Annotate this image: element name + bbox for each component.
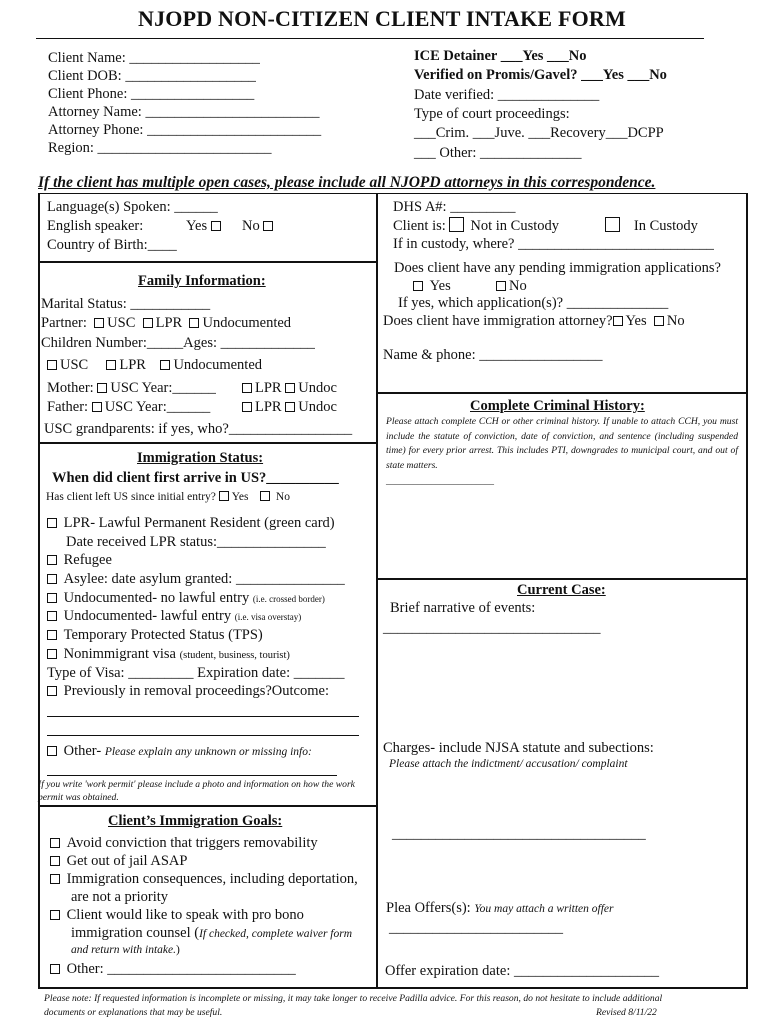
lpr-date-field[interactable]: Date received LPR status:_______________ [66,534,326,550]
charges-label: Charges- include NJSA statute and subections: [383,740,654,756]
in-custody-option[interactable]: In Custody [602,217,698,235]
immigration-status-heading: Immigration Status: [137,450,264,466]
undoc-border-checkbox[interactable] [47,593,57,603]
title-rule [36,38,704,39]
verified-promis-field[interactable]: Verified on Promis/Gavel? ___Yes ___No [414,67,667,83]
plea-offers-blank[interactable]: ________________________ [389,920,563,936]
removal-outcome-line-2[interactable] [47,735,359,736]
asylee-checkbox[interactable] [47,574,57,584]
client-name-field[interactable]: Client Name: __________________ [48,50,260,66]
tps-checkbox[interactable] [47,630,57,640]
pending-no-checkbox[interactable] [496,281,506,291]
mother-lpr-checkbox[interactable] [242,383,252,393]
pending-no-option[interactable]: No [496,277,527,295]
lpr-checkbox[interactable] [47,518,57,528]
goal-consequences-cont: are not a priority [71,889,169,905]
goal-1-checkbox[interactable] [50,838,60,848]
english-no-option[interactable]: No [242,217,276,235]
center-divider [376,193,378,989]
rule-criminal [376,578,747,580]
rule-pending [376,392,747,394]
pending-yes-option[interactable]: Yes [413,277,451,295]
mother-row[interactable]: Mother: USC Year:______ [47,380,216,396]
father-undoc-checkbox[interactable] [285,402,295,412]
name-phone-field[interactable]: Name & phone: _________________ [383,347,603,363]
goal-consequences[interactable]: Immigration consequences, including deportation, [50,870,358,888]
work-permit-note: If you write 'work permit' please include a photo and information on how the work permit was obtained. [38,779,355,803]
other-status-checkbox[interactable] [47,746,57,756]
ice-detainer-field[interactable]: ICE Detainer ___Yes ___No [414,48,587,64]
refugee-checkbox[interactable] [47,555,57,565]
family-heading: Family Information: [138,273,266,289]
children-field[interactable]: Children Number:_____Ages: _____________ [41,335,315,351]
not-custody-checkbox[interactable] [449,217,464,232]
attorney-yes-checkbox[interactable] [613,316,623,326]
left-us-yes-checkbox[interactable] [219,491,229,501]
removal-checkbox[interactable] [47,686,57,696]
current-case-heading: Current Case: [517,582,606,598]
region-field[interactable]: Region: ________________________ [48,140,272,156]
left-us-no-checkbox[interactable] [260,491,270,501]
status-tps-option[interactable]: Temporary Protected Status (TPS) [47,626,263,644]
status-nonimmigrant-option[interactable]: Nonimmigrant visa (student, business, tourist) [47,645,290,665]
narrative-label: Brief narrative of events: [390,600,536,616]
page-title: NJOPD NON-CITIZEN CLIENT INTAKE FORM [138,6,626,31]
partner-undoc-checkbox[interactable] [189,318,199,328]
partner-lpr-checkbox[interactable] [143,318,153,328]
goal-3-checkbox[interactable] [50,874,60,884]
goal-out-of-jail[interactable]: Get out of jail ASAP [50,852,187,870]
goals-heading: Client’s Immigration Goals: [108,813,283,829]
undoc-lawful-checkbox[interactable] [47,611,57,621]
languages-field[interactable]: Language(s) Spoken: ______ [47,199,218,215]
criminal-history-blank[interactable]: ________________________ [386,476,494,486]
father-usc-checkbox[interactable] [92,402,102,412]
client-phone-field[interactable]: Client Phone: _________________ [48,86,255,102]
removal-proceedings-option[interactable]: Previously in removal proceedings?Outcome: [47,682,329,700]
visa-type-field[interactable]: Type of Visa: _________ Expiration date: _______ [47,665,345,681]
criminal-history-heading: Complete Criminal History: [470,398,645,414]
court-proceedings-label: Type of court proceedings: [414,106,570,122]
narrative-blank[interactable]: ______________________________ [383,620,601,636]
father-status-row[interactable]: LPR Undoc [242,398,337,416]
plea-offers-row: Plea Offers(s): You may attach a written offer [386,900,614,916]
goal-2-checkbox[interactable] [50,856,60,866]
revised-date: Revised 8/11/22 [596,1007,657,1018]
first-arrival-field[interactable]: When did client first arrive in US?__________ [52,470,339,486]
goal-avoid-conviction[interactable]: Avoid conviction that triggers removability [50,834,318,852]
pending-yes-checkbox[interactable] [413,281,423,291]
mother-status-row[interactable]: LPR Undoc [242,379,337,397]
children-undoc-checkbox[interactable] [160,360,170,370]
rule-family [38,442,377,444]
court-other-field[interactable]: ___ Other: ______________ [414,145,582,161]
english-yes-checkbox[interactable] [211,221,221,231]
multiple-cases-banner: If the client has multiple open cases, please include all NJOPD attorneys in this correspondence. [38,174,656,191]
english-yes-option[interactable]: Yes [186,217,224,235]
country-birth-field[interactable]: Country of Birth:____ [47,237,177,253]
left-us-row[interactable]: Has client left US since initial entry? Yes No [46,491,290,503]
criminal-history-instructions: Please attach complete CCH or other criminal history. If unable to attach CCH, you must include the statute of conviction, date of conviction, and sentence (including suspended time) for every prior arrest. This includes PTI, downgrades to municipal court, and out of state matters. [386,416,738,471]
which-application-field[interactable]: If yes, which application(s)? ______________ [398,295,669,311]
status-other-option[interactable]: Other- Please explain any unknown or missing info: [47,742,312,761]
goal-4-checkbox[interactable] [50,910,60,920]
status-undoc-lawful-option[interactable]: Undocumented- lawful entry (i.e. visa overstay) [47,607,301,626]
dhs-number-field[interactable]: DHS A#: _________ [393,199,516,215]
charges-note: Please attach the indictment/ accusation/ complaint [389,758,628,770]
status-undoc-border-option[interactable]: Undocumented- no lawful entry (i.e. crossed border) [47,589,325,608]
nonimmigrant-checkbox[interactable] [47,649,57,659]
removal-outcome-line-1[interactable] [47,716,359,717]
status-refugee-option[interactable]: Refugee [47,551,112,569]
goal-pro-bono-cont-2: and return with intake.) [71,944,180,956]
custody-row: Client is: Not in Custody [393,218,560,234]
mother-usc-checkbox[interactable] [97,383,107,393]
offer-expiration-field[interactable]: Offer expiration date: ____________________ [385,963,659,979]
english-no-checkbox[interactable] [263,221,273,231]
in-custody-checkbox[interactable] [605,217,620,232]
custody-where-field[interactable]: If in custody, where? ___________________________ [393,236,714,252]
status-lpr-option[interactable]: LPR- Lawful Permanent Resident (green card) [47,514,335,532]
rule-immigration [38,805,377,807]
attorney-phone-field[interactable]: Attorney Phone: ________________________ [48,122,322,138]
court-proceedings-options[interactable]: ___Crim. ___Juve. ___Recovery___DCPP [414,125,664,141]
english-speaker-label: English speaker: [47,218,144,234]
charges-blank[interactable]: ___________________________________ [392,826,646,842]
goal-5-checkbox[interactable] [50,964,60,974]
other-status-line[interactable] [47,775,337,776]
mother-undoc-checkbox[interactable] [285,383,295,393]
client-dob-field[interactable]: Client DOB: __________________ [48,68,256,84]
immigration-attorney-row[interactable]: Does client have immigration attorney? Yes No [383,313,685,329]
attorney-name-field[interactable]: Attorney Name: ________________________ [48,104,320,120]
grandparents-field[interactable]: USC grandparents: if yes, who?_________________ [44,421,353,437]
date-verified-field[interactable]: Date verified: ______________ [414,87,600,103]
children-lpr-checkbox[interactable] [106,360,116,370]
partner-row[interactable]: Partner: USC LPR Undocumented [41,315,292,331]
footer-note: Please note: If requested information is incomplete or missing, it may take longer to receive Padilla advice. For this reason, do not hesitate to include additional documents or explanations that may be useful. [44,993,663,1018]
goal-pro-bono[interactable]: Client would like to speak with pro bono [50,906,304,924]
goal-other[interactable]: Other: __________________________ [50,960,296,978]
goal-pro-bono-cont: immigration counsel (If checked, complete waiver form [71,925,353,941]
father-row[interactable]: Father: USC Year:______ [47,399,211,415]
rule-language [38,261,377,263]
partner-usc-checkbox[interactable] [94,318,104,328]
children-status-row[interactable]: USC LPR Undocumented [47,356,262,374]
children-usc-checkbox[interactable] [47,360,57,370]
attorney-no-checkbox[interactable] [654,316,664,326]
pending-applications-question: Does client have any pending immigration applications? [394,260,721,276]
marital-status-field[interactable]: Marital Status: ___________ [41,296,211,312]
father-lpr-checkbox[interactable] [242,402,252,412]
status-asylee-option[interactable]: Asylee: date asylum granted: _______________ [47,570,345,588]
